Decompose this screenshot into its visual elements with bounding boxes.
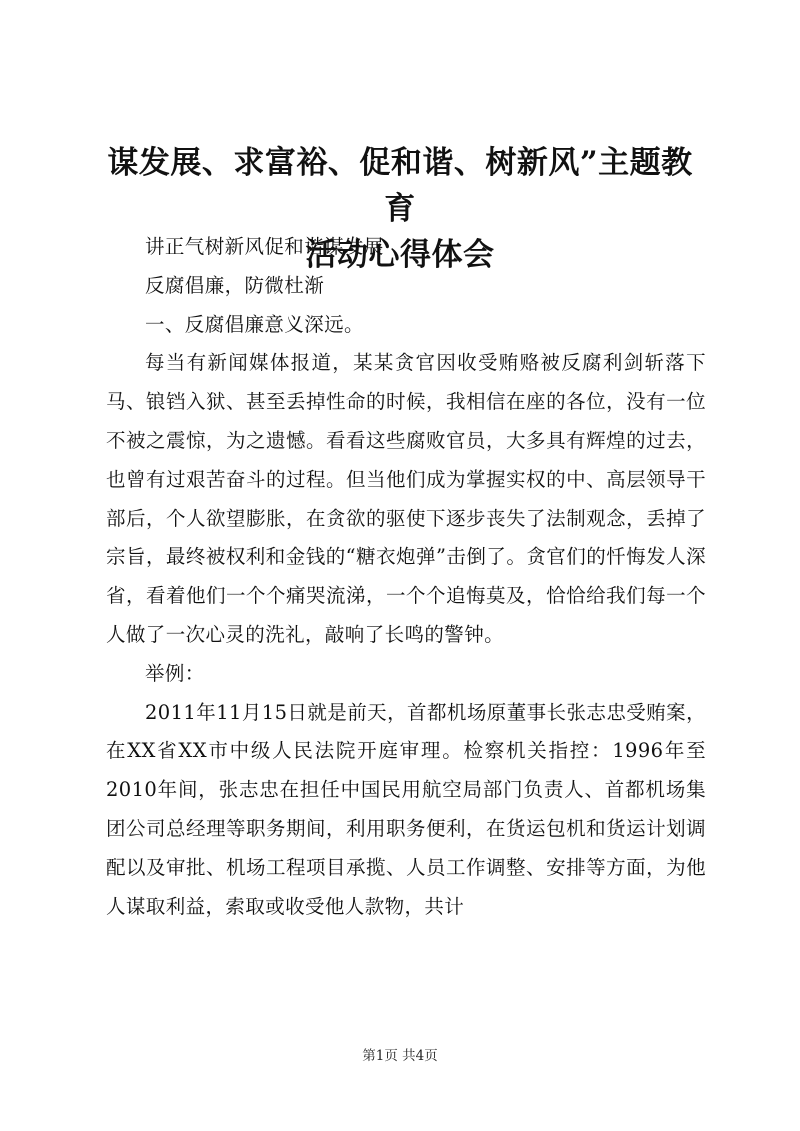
subtitle-paragraph: 讲正气树新风促和谐谋发展 [145, 235, 384, 258]
example-label: 举例： [145, 661, 205, 685]
title-line-1: 谋发展、求富裕、促和谐、树新风”主题教育 [107, 145, 693, 227]
body-paragraph: 每当有新闻媒体报道，某某贪官因收受贿赂被反腐利剑斩落下马、锒铛入狱、甚至丢掉性命的时候，我相信在座的各位，没有一位不被之震惊，为之遗憾。看看这些腐败官员，大多具有辉煌的过去，也曾有过艰苦奋斗的过程。但当他们成为掌握实权的中、高层领导干部后，个人欲望膨胀，在贪欲的驱使下逐步丧失了法制观念，丢掉了宗旨，最终被权利和金钱的“糖衣炮弹”击倒了。贪官们的忏悔发人深省，看着他们一个个痛哭流涕，一个个追悔莫及，恰恰给我们每一个人做了一次心灵的洗礼，敲响了长鸣的警钟。 [106, 351, 706, 646]
document-body [106, 228, 706, 926]
body-paragraph: 2011年11月15日就是前天，首都机场原董事长张志忠受贿案，在XX省XX市中级人民法院开庭审理。检察机关指控：1996年至2010年间，张志忠在担任中国民用航空局部门负责人、首都机场集团公司总经理等职务期间，利用职务便利，在货运包机和货运计划调配以及审批、机场工程项目承揽、人员工作调整、安排等方面，为他人谋取利益，索取或收受他人款物，共计 [106, 700, 706, 918]
page-footer: 第1页 共4页 [362, 1048, 438, 1064]
title-line-2: 活动心得体会 [305, 237, 495, 273]
heading-paragraph: 反腐倡廉，防微杜渐 [145, 273, 325, 297]
section-heading: 一、反腐倡廉意义深远。 [145, 312, 364, 336]
